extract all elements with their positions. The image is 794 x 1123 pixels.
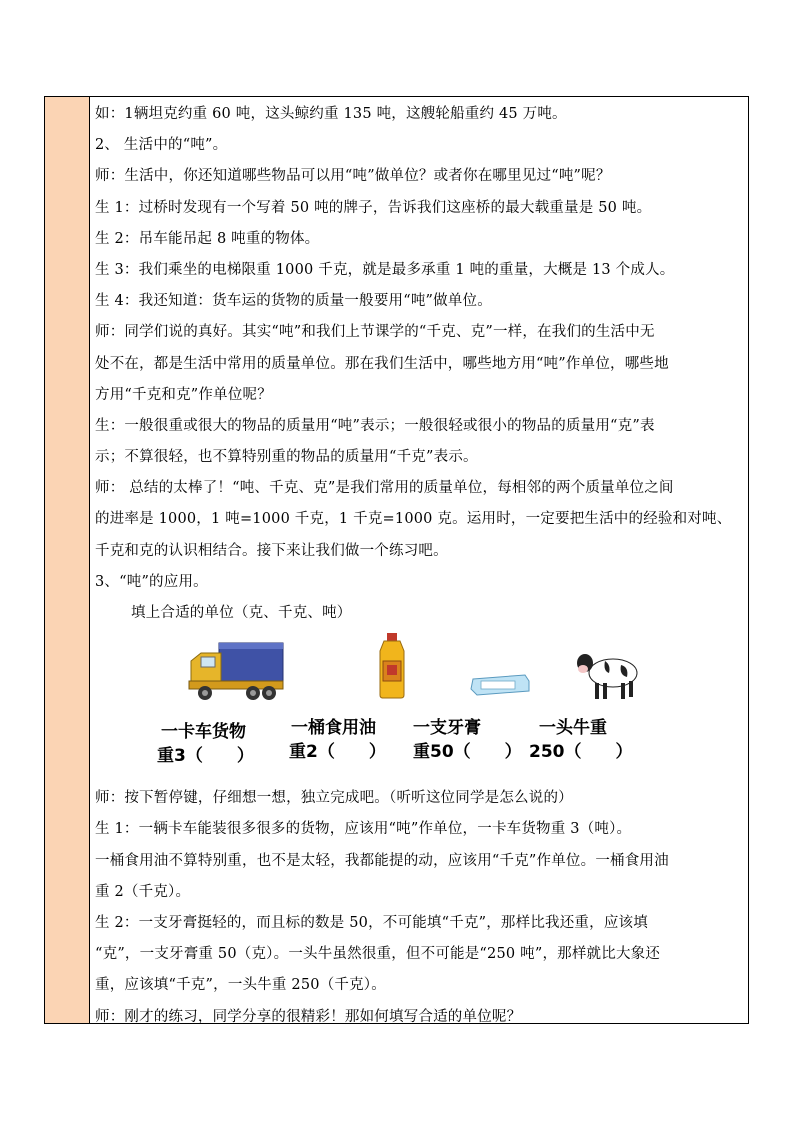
section-heading: 2、 生活中的“吨”。: [95, 137, 228, 154]
left-column-cell: [45, 97, 90, 1023]
text-line: 生 2：吊车能吊起 8 吨重的物体。: [95, 230, 320, 247]
exercise-prompt: 填上合适的单位（克、千克、吨）: [131, 605, 352, 621]
item-blank: 250（ ）: [529, 742, 633, 763]
content-cell: [95, 99, 747, 1033]
text-line: 千克和克的认识相结合。接下来让我们做一个练习吧。: [95, 542, 448, 559]
section-heading: 3、“吨”的应用。: [95, 573, 208, 590]
item-blank: 重50（ ）: [413, 742, 522, 763]
item-label: 一支牙膏: [413, 718, 481, 739]
item-label: 一头牛重: [539, 718, 607, 739]
text-line: 处不在，都是生活中常用的质量单位。那在我们生活中，哪些地方用“吨”作单位，哪些地: [95, 355, 669, 372]
text-line: 师：同学们说的真好。其实“吨”和我们上节课学的“千克、克”一样，在我们的生活中无: [95, 324, 655, 341]
text-line: 重，应该填“千克”，一头牛重 250（千克）。: [95, 977, 386, 994]
text-line: 生：一般很重或很大的物品的质量用“吨”表示；一般很轻或很小的物品的质量用“克”表: [95, 417, 655, 434]
item-blank: 重3（ ）: [157, 746, 254, 767]
truck-icon: [187, 641, 285, 703]
item-label: 一卡车货物: [161, 722, 246, 743]
text-line: 的进率是 1000，1 吨=1000 千克，1 千克=1000 克。运用时，一定要把生活中的经验和对吨、: [95, 511, 732, 528]
text-line: 示；不算很轻，也不算特别重的物品的质量用“千克”表示。: [95, 449, 478, 466]
text-line: 重 2（千克）。: [95, 883, 191, 900]
text-line: 生 1：过桥时发现有一个写着 50 吨的牌子，告诉我们这座桥的最大载重量是 50 吨。: [95, 199, 652, 216]
exercise-figure: [95, 633, 747, 783]
text-line: 师： 总结的太棒了！“吨、千克、克”是我们常用的质量单位，每相邻的两个质量单位之间: [95, 480, 674, 497]
item-blank: 重2（ ）: [289, 742, 386, 763]
text-line: 生 3：我们乘坐的电梯限重 1000 千克，就是最多承重 1 吨的重量，大概是 13 个成人。: [95, 261, 675, 278]
oil-barrel-icon: [376, 633, 408, 699]
item-label: 一桶食用油: [291, 718, 376, 739]
text-line: 师：按下暂停键，仔细想一想，独立完成吧。（听听这位同学是怎么说的）: [95, 790, 573, 807]
text-line: 生 1：一辆卡车能装很多很多的货物，应该用“吨”作单位，一卡车货物重 3（吨）。: [95, 821, 632, 838]
text-line: 生 4：我还知道：货车运的货物的质量一般要用“吨”做单位。: [95, 293, 492, 310]
lesson-table: [44, 96, 749, 1024]
cow-icon: [575, 647, 639, 701]
text-line: 生 2：一支牙膏挺轻的，而且标的数是 50，不可能填“千克”，那样比我还重，应该填: [95, 914, 648, 931]
text-line: 方用“千克和克”作单位呢？: [95, 386, 272, 403]
text-line: 师：生活中，你还知道哪些物品可以用“吨”做单位？或者你在哪里见过“吨”呢？: [95, 168, 611, 185]
text-line: “克”，一支牙膏重 50（克）。一头牛虽然很重，但不可能是“250 吨”，那样就比大象还: [95, 946, 661, 963]
text-line: 一桶食用油不算特别重，也不是太轻，我都能提的动，应该用“千克”作单位。一桶食用油: [95, 852, 669, 869]
text-line: 如：1辆坦克约重 60 吨，这头鲸约重 135 吨，这艘轮船重约 45 万吨。: [95, 106, 567, 122]
toothpaste-icon: [469, 673, 531, 697]
text-line: 师：刚才的练习，同学分享的很精彩！那如何填写合适的单位呢？: [95, 1008, 522, 1025]
